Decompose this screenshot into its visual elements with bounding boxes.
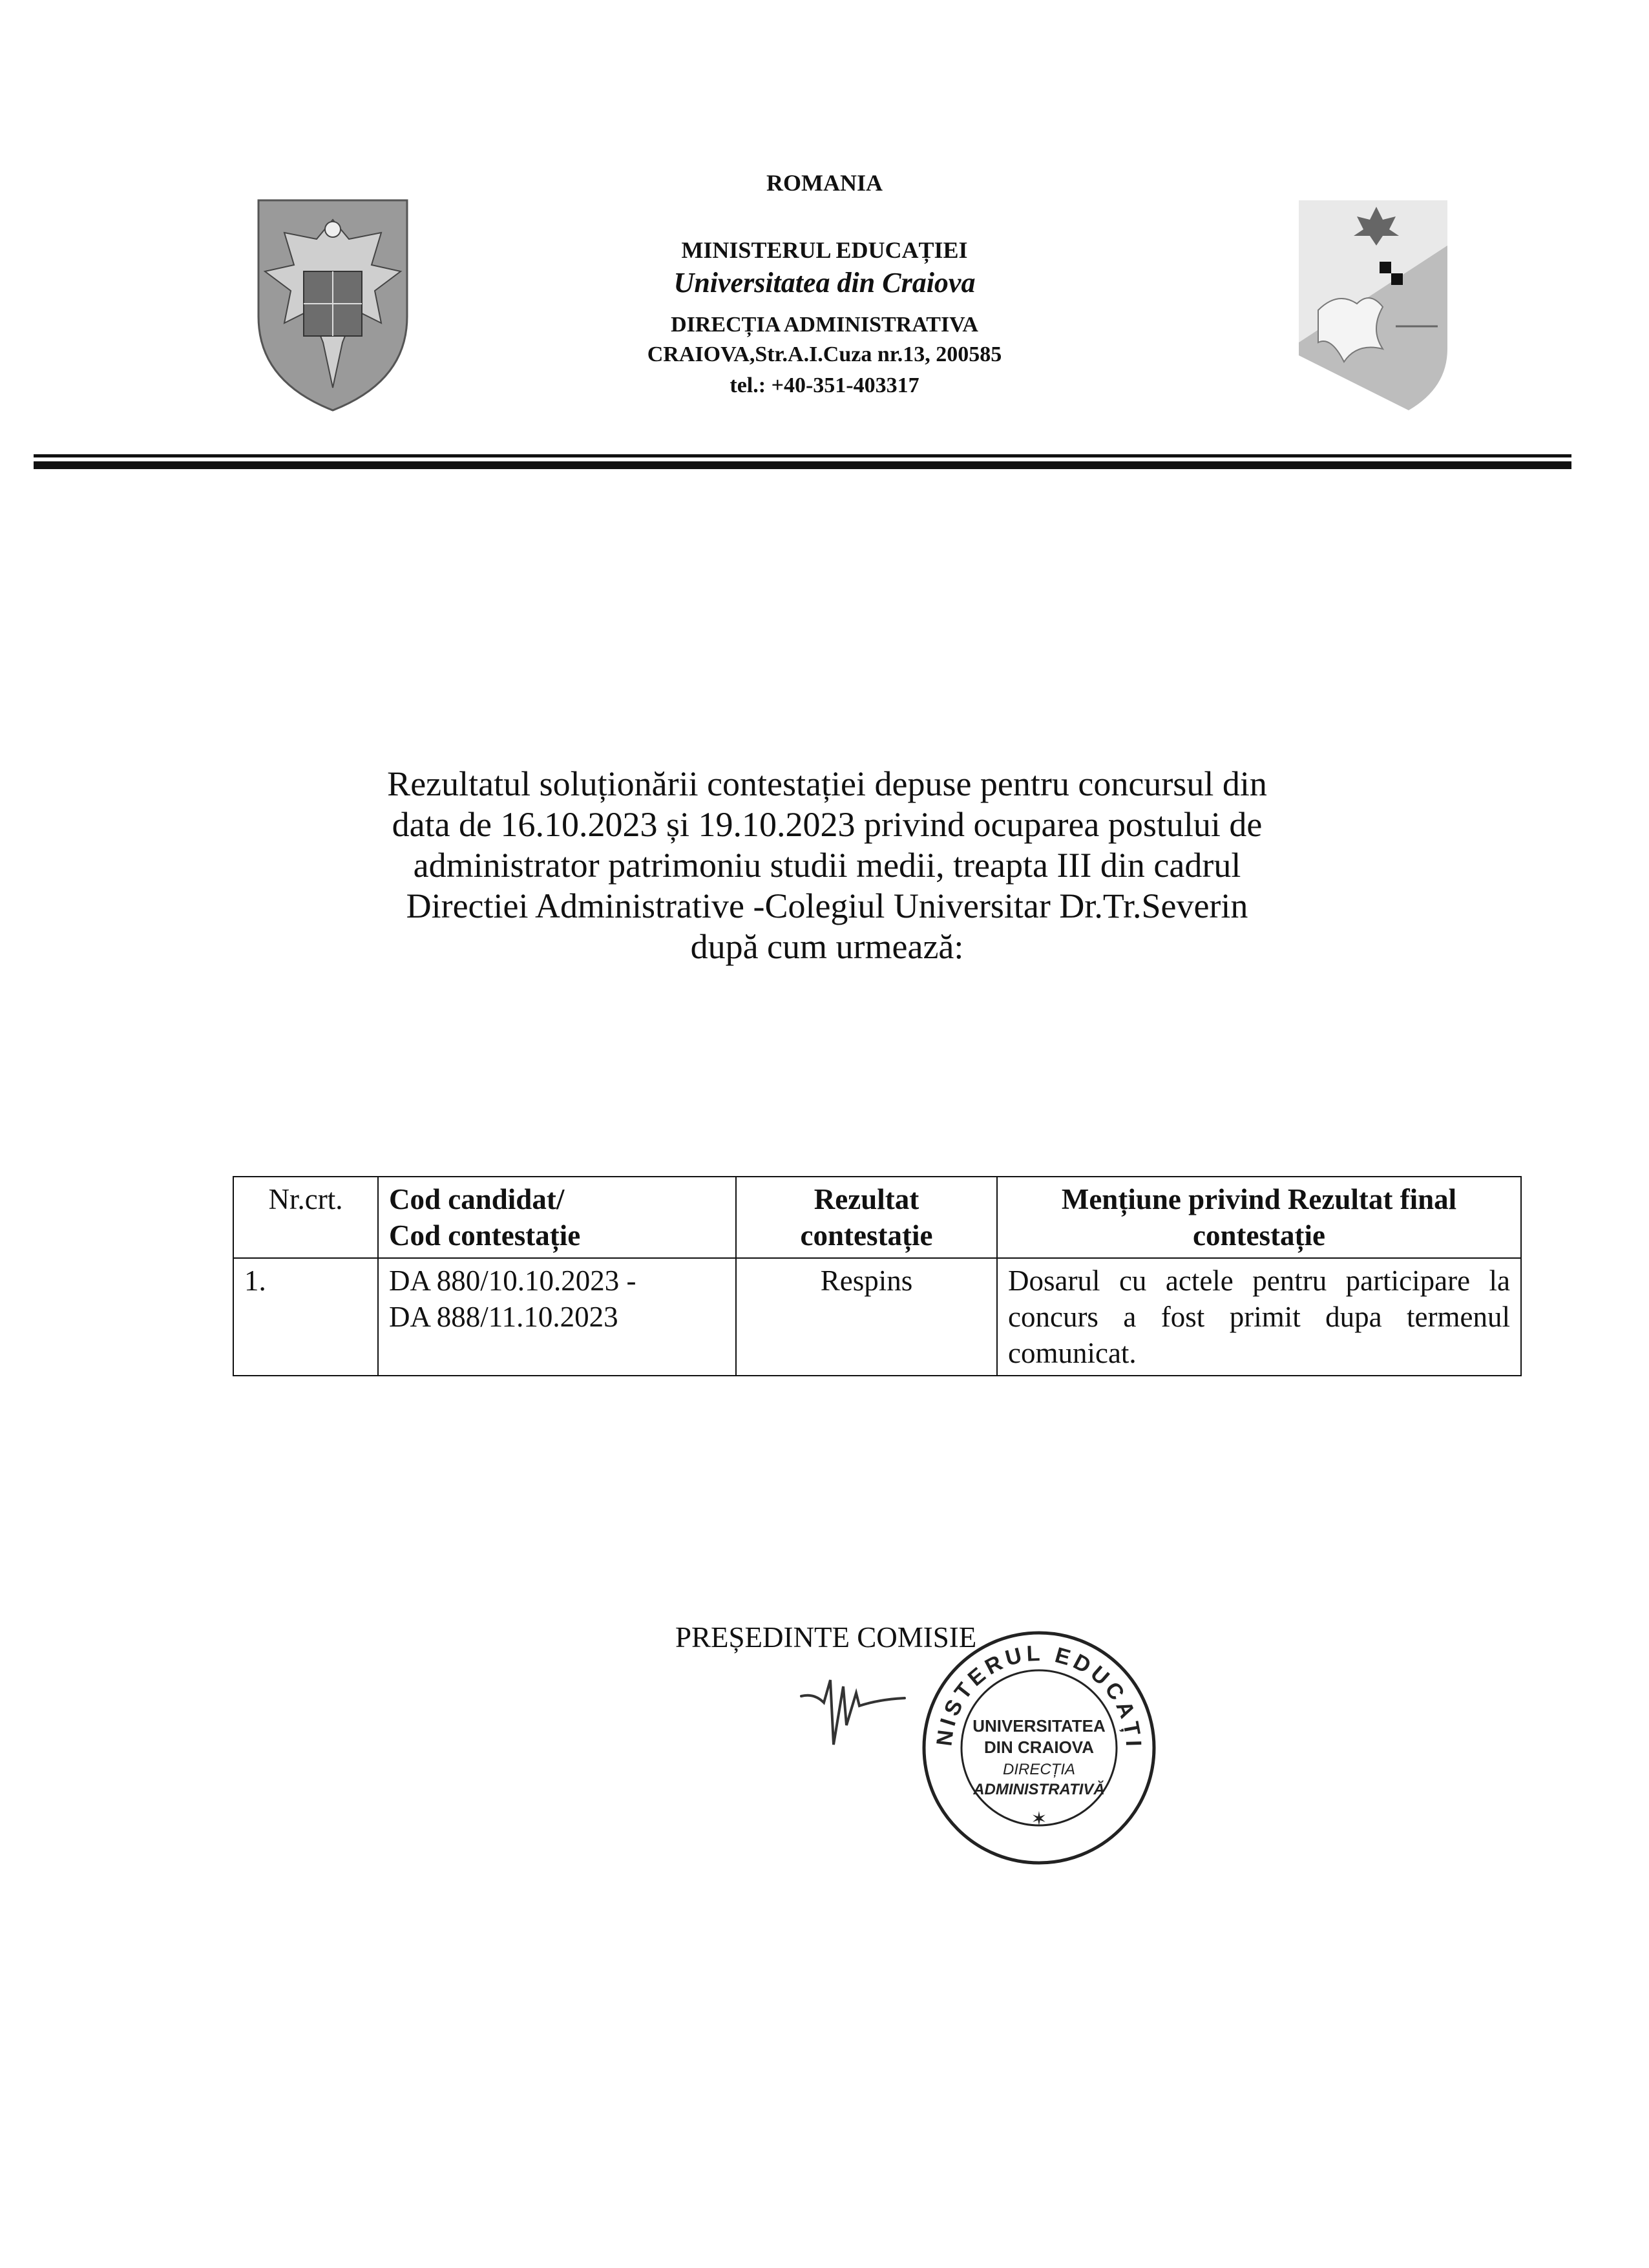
- cell-cod: [378, 1258, 736, 1376]
- stamp-ring-text: NISTERUL EDUCAȚI: [932, 1641, 1146, 1751]
- intro-line: după cum urmează:: [690, 927, 964, 966]
- cell-cod-line1: DA 880/10.10.2023 -: [389, 1265, 636, 1297]
- results-table: [233, 1176, 1522, 1376]
- header-rule-thick: [34, 461, 1571, 469]
- table-header-row: [233, 1177, 1521, 1258]
- intro-line: administrator patrimoniu studii medii, treapta III din cadrul: [413, 846, 1241, 885]
- header-rezultat-line1: Rezultat: [814, 1183, 919, 1215]
- header-cod: [378, 1177, 736, 1258]
- stamp-line3: DIRECȚIA: [1002, 1761, 1076, 1778]
- header-rezultat-line2: contestație: [800, 1219, 933, 1252]
- intro-paragraph: [297, 764, 1357, 967]
- phone-line: tel.: +40-351-403317: [730, 373, 919, 397]
- intro-line: Rezultatul soluționării contestației depuse pentru concursul din: [387, 764, 1267, 803]
- cell-rezultat: Respins: [736, 1258, 997, 1376]
- official-stamp-icon: [916, 1625, 1162, 1871]
- intro-line: data de 16.10.2023 și 19.10.2023 privind ocuparea postului de: [392, 805, 1263, 844]
- header-nr-label: Nr.crt.: [268, 1183, 343, 1215]
- stamp-line1: UNIVERSITATEA: [972, 1716, 1106, 1736]
- university-coat-of-arms-icon: [1292, 194, 1454, 414]
- header-rule-thin: [34, 454, 1571, 457]
- country-heading: ROMANIA: [766, 170, 883, 196]
- header-cod-line2: Cod contestație: [389, 1219, 581, 1252]
- header-cod-line1: Cod candidat/: [389, 1183, 565, 1215]
- header-mentiune: [997, 1177, 1521, 1258]
- header-nr: [233, 1177, 378, 1258]
- ministry-heading: MINISTERUL EDUCAȚIEI: [681, 237, 968, 263]
- header-rezultat: [736, 1177, 997, 1258]
- cell-nr: 1.: [233, 1258, 378, 1376]
- stamp-line4: ADMINISTRATIVĂ: [973, 1781, 1105, 1798]
- stamp-line2: DIN CRAIOVA: [984, 1738, 1094, 1757]
- cell-cod-line2: DA 888/11.10.2023: [389, 1301, 618, 1333]
- university-name: Universitatea din Craiova: [673, 267, 976, 299]
- table-row: [233, 1258, 1521, 1376]
- direction-heading: DIRECȚIA ADMINISTRATIVA: [671, 313, 978, 337]
- stamp-star: ✶: [1031, 1808, 1047, 1831]
- handwritten-signature-icon: [795, 1667, 911, 1758]
- intro-line: Directiei Administrative -Colegiul Universitar Dr.Tr.Severin: [406, 887, 1248, 925]
- header-mentiune-line1: Mențiune privind Rezultat final: [1061, 1183, 1457, 1215]
- address-line: CRAIOVA,Str.A.I.Cuza nr.13, 200585: [647, 342, 1002, 366]
- cell-mentiune: Dosarul cu actele pentru participare la concurs a fost primit dupa termenul comunicat.: [997, 1258, 1521, 1376]
- header-mentiune-line2: contestație: [1193, 1219, 1325, 1252]
- president-title: PREȘEDINTE COMISIE: [675, 1621, 977, 1654]
